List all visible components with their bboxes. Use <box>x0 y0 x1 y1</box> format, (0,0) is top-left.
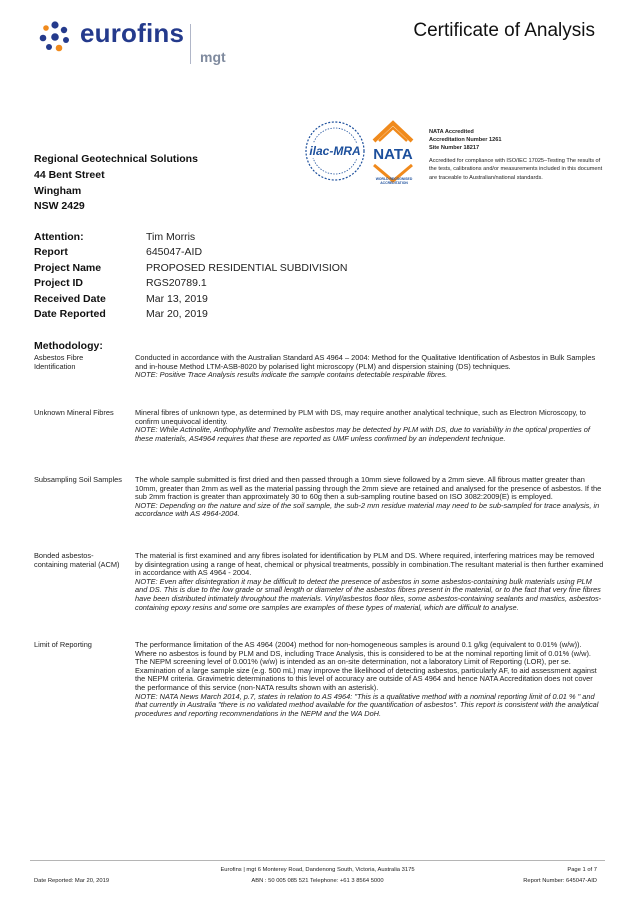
accreditation-line-1: NATA Accredited <box>429 129 474 135</box>
info-row <box>34 229 348 245</box>
methodology-body <box>135 552 604 612</box>
nata-icon <box>369 123 419 191</box>
methodology-heading: Methodology: <box>34 340 103 352</box>
info-value: Mar 13, 2019 <box>146 292 208 305</box>
client-street: 44 Bent Street <box>34 168 105 181</box>
methodology-body <box>135 409 604 443</box>
methodology-text: The material is first examined and any fibres isolated for identification by PLM and DS. Where required, interfering matrices may be removed by disintegration using a range of heat, chemical or physical treatments, possibly in combination.The resultant material is then further examined in accordance with AS 4964 - 2004. <box>135 551 604 578</box>
footer-divider <box>30 860 605 861</box>
methodology-text: Mineral fibres of unknown type, as determined by PLM with DS, may require another analytical technique, such as Electron Microscopy, to confirm unequivocal identity. <box>135 408 586 426</box>
info-label: Date Reported <box>34 308 106 321</box>
client-company: Regional Geotechnical Solutions <box>34 153 198 165</box>
info-label: Project Name <box>34 261 102 274</box>
info-row <box>34 260 348 276</box>
info-row <box>34 245 348 261</box>
methodology-body <box>135 476 604 519</box>
ilac-label: ilac-MRA <box>309 144 361 158</box>
methodology-note: NOTE: Even after disintegration it may be difficult to detect the presence of asbestos in some asbestos-containing bulk materials using PLM and DS. This is due to the low grade or small length or diameter of the asbestos fibres present in the material, or to the fact that very fine fibres have been distributed intimately throughout the materials. Vinyl/asbestos floor tiles, some asbestos-containing sealants and mastics, asbestos-containing epoxy resins and some ore samples are examples of these types of material, which are difficult to analyse. <box>135 576 602 612</box>
accreditation-text <box>429 128 604 182</box>
info-value: PROPOSED RESIDENTIAL SUBDIVISION <box>146 261 348 274</box>
info-row <box>34 307 348 323</box>
footer-date-reported: Date Reported: Mar 20, 2019 <box>34 878 110 884</box>
info-value: Tim Morris <box>146 230 196 243</box>
client-address <box>34 152 198 215</box>
client-town: Wingham <box>34 184 82 197</box>
accreditation-line-2: Accreditation Number 1261 <box>429 137 502 144</box>
eurofins-dots-icon <box>38 20 72 54</box>
page-title: Certificate of Analysis <box>413 20 595 41</box>
methodology-text-2: The NEPM screening level of 0.001% (w/w) is intended as an on-site determination, not a laboratory Limit of Reporting (LOR), per se. Examination of a large sample size (e.g. 500 mL) may improve the likelihood of detecting asbestos, particularly AF, to aid assessment against the NEPM criteria. Gravimetric determinations to this level of accuracy are outside of AS 4964 and hence NATA Accreditation does not cover the performance of this service (non-NATA results shown with an asterisk). <box>135 657 597 692</box>
accreditation-statement: Accredited for compliance with ISO/IEC 17025–Testing The results of the tests, calibrations and/or measurements included in this document are traceable to Australian/national standards. <box>429 158 603 181</box>
methodology-note: NOTE: Depending on the nature and size of the soil sample, the sub-2 mm residue material may need to be sub-sampled for trace analysis, in accordance with AS 4964-2004. <box>135 500 600 519</box>
methodology-text: Conducted in accordance with the Australian Standard AS 4964 – 2004: Method for the Qualitative Identification of Asbestos in Bulk Samples and in-house Method LTM-ASB-8020 by polarised light microscopy (PLM) and dispersion staining (DS) techniques. <box>135 353 596 371</box>
info-value: 645047-AID <box>146 246 203 259</box>
logo-subbrand: mgt <box>200 49 226 65</box>
info-label: Report <box>34 246 68 259</box>
accreditation-logos <box>303 119 421 191</box>
info-row <box>34 291 348 307</box>
methodology-note: NOTE: While Actinolite, Anthophyllite and Tremolite asbestos may be detected by PLM with DS, due to variability in the optical properties of these materials, AS4964 requires that these are reported as UMF unless confirmed by an independent technique. <box>135 425 590 443</box>
methodology-label: Subsampling Soil Samples <box>34 475 122 484</box>
footer-abn: ABN : 50 005 085 521 Telephone: +61 3 8564 5000 <box>251 878 384 884</box>
info-label: Received Date <box>34 292 106 305</box>
footer-page-number: Page 1 of 7 <box>567 867 597 873</box>
ilac-mra-icon <box>306 122 364 180</box>
methodology-note: NOTE: NATA News March 2014, p.7, states in relation to AS 4964: "This is a qualitative method with a nominal reporting limit of 0.01 % " and that currently in Australia "there is no validated method available for the quantification of asbestos". This report is consistent with the analytical procedures and reporting recommendations in the NEPM and the WA DoH. <box>135 691 599 718</box>
info-value: RGS20789.1 <box>146 277 207 290</box>
logo-wordmark: eurofins <box>80 18 185 48</box>
methodology-text: The performance limitation of the AS 4964 (2004) method for non-homogeneous samples is around 0.1 g/kg (equivalent to 0.01% (w/w)). Where no asbestos is found by PLM and DS, including Trace Analysis, this is considered to be at the nominal reporting limit of 0.01% (w/w). <box>135 640 591 658</box>
info-label: Project ID <box>34 277 84 290</box>
methodology-label: Limit of Reporting <box>34 640 92 649</box>
methodology-label: Unknown Mineral Fibres <box>34 408 114 417</box>
info-value: Mar 20, 2019 <box>146 308 208 321</box>
methodology-body <box>135 641 604 718</box>
logo-divider <box>190 24 191 64</box>
info-label: Attention: <box>34 230 84 243</box>
methodology-label: Bonded asbestos-containing material (ACM) <box>34 551 120 569</box>
client-state: NSW 2429 <box>34 200 85 213</box>
info-row <box>34 276 348 292</box>
footer-report-number: Report Number: 645047-AID <box>523 878 597 884</box>
accreditation-line-3: Site Number 18217 <box>429 145 480 152</box>
report-info-table <box>34 229 348 322</box>
methodology-note: NOTE: Positive Trace Analysis results indicate the sample contains detectable respirable fibres. <box>135 370 448 380</box>
footer-address: Eurofins | mgt 6 Monterey Road, Dandenong South, Victoria, Australia 3175 <box>220 867 415 873</box>
methodology-text: The whole sample submitted is first dried and then passed through a 10mm sieve followed by a 2mm sieve. All fibrous matter greater than 10mm, greater than 2mm as well as the material passing through the 2mm sieve are retained and analysed for the presence of asbestos. If the sub 2mm fraction is greater than approximately 30 to 60g then a sub-sampling routine based on ISO 3082:2009(E) is employed. <box>135 475 602 502</box>
nata-label: NATA <box>373 146 413 163</box>
methodology-label: Asbestos Fibre Identification <box>34 353 84 371</box>
nata-caption: WORLD RECOGNISED ACCREDITATION <box>375 177 413 186</box>
eurofins-logo <box>38 16 258 68</box>
methodology-body <box>135 354 604 380</box>
